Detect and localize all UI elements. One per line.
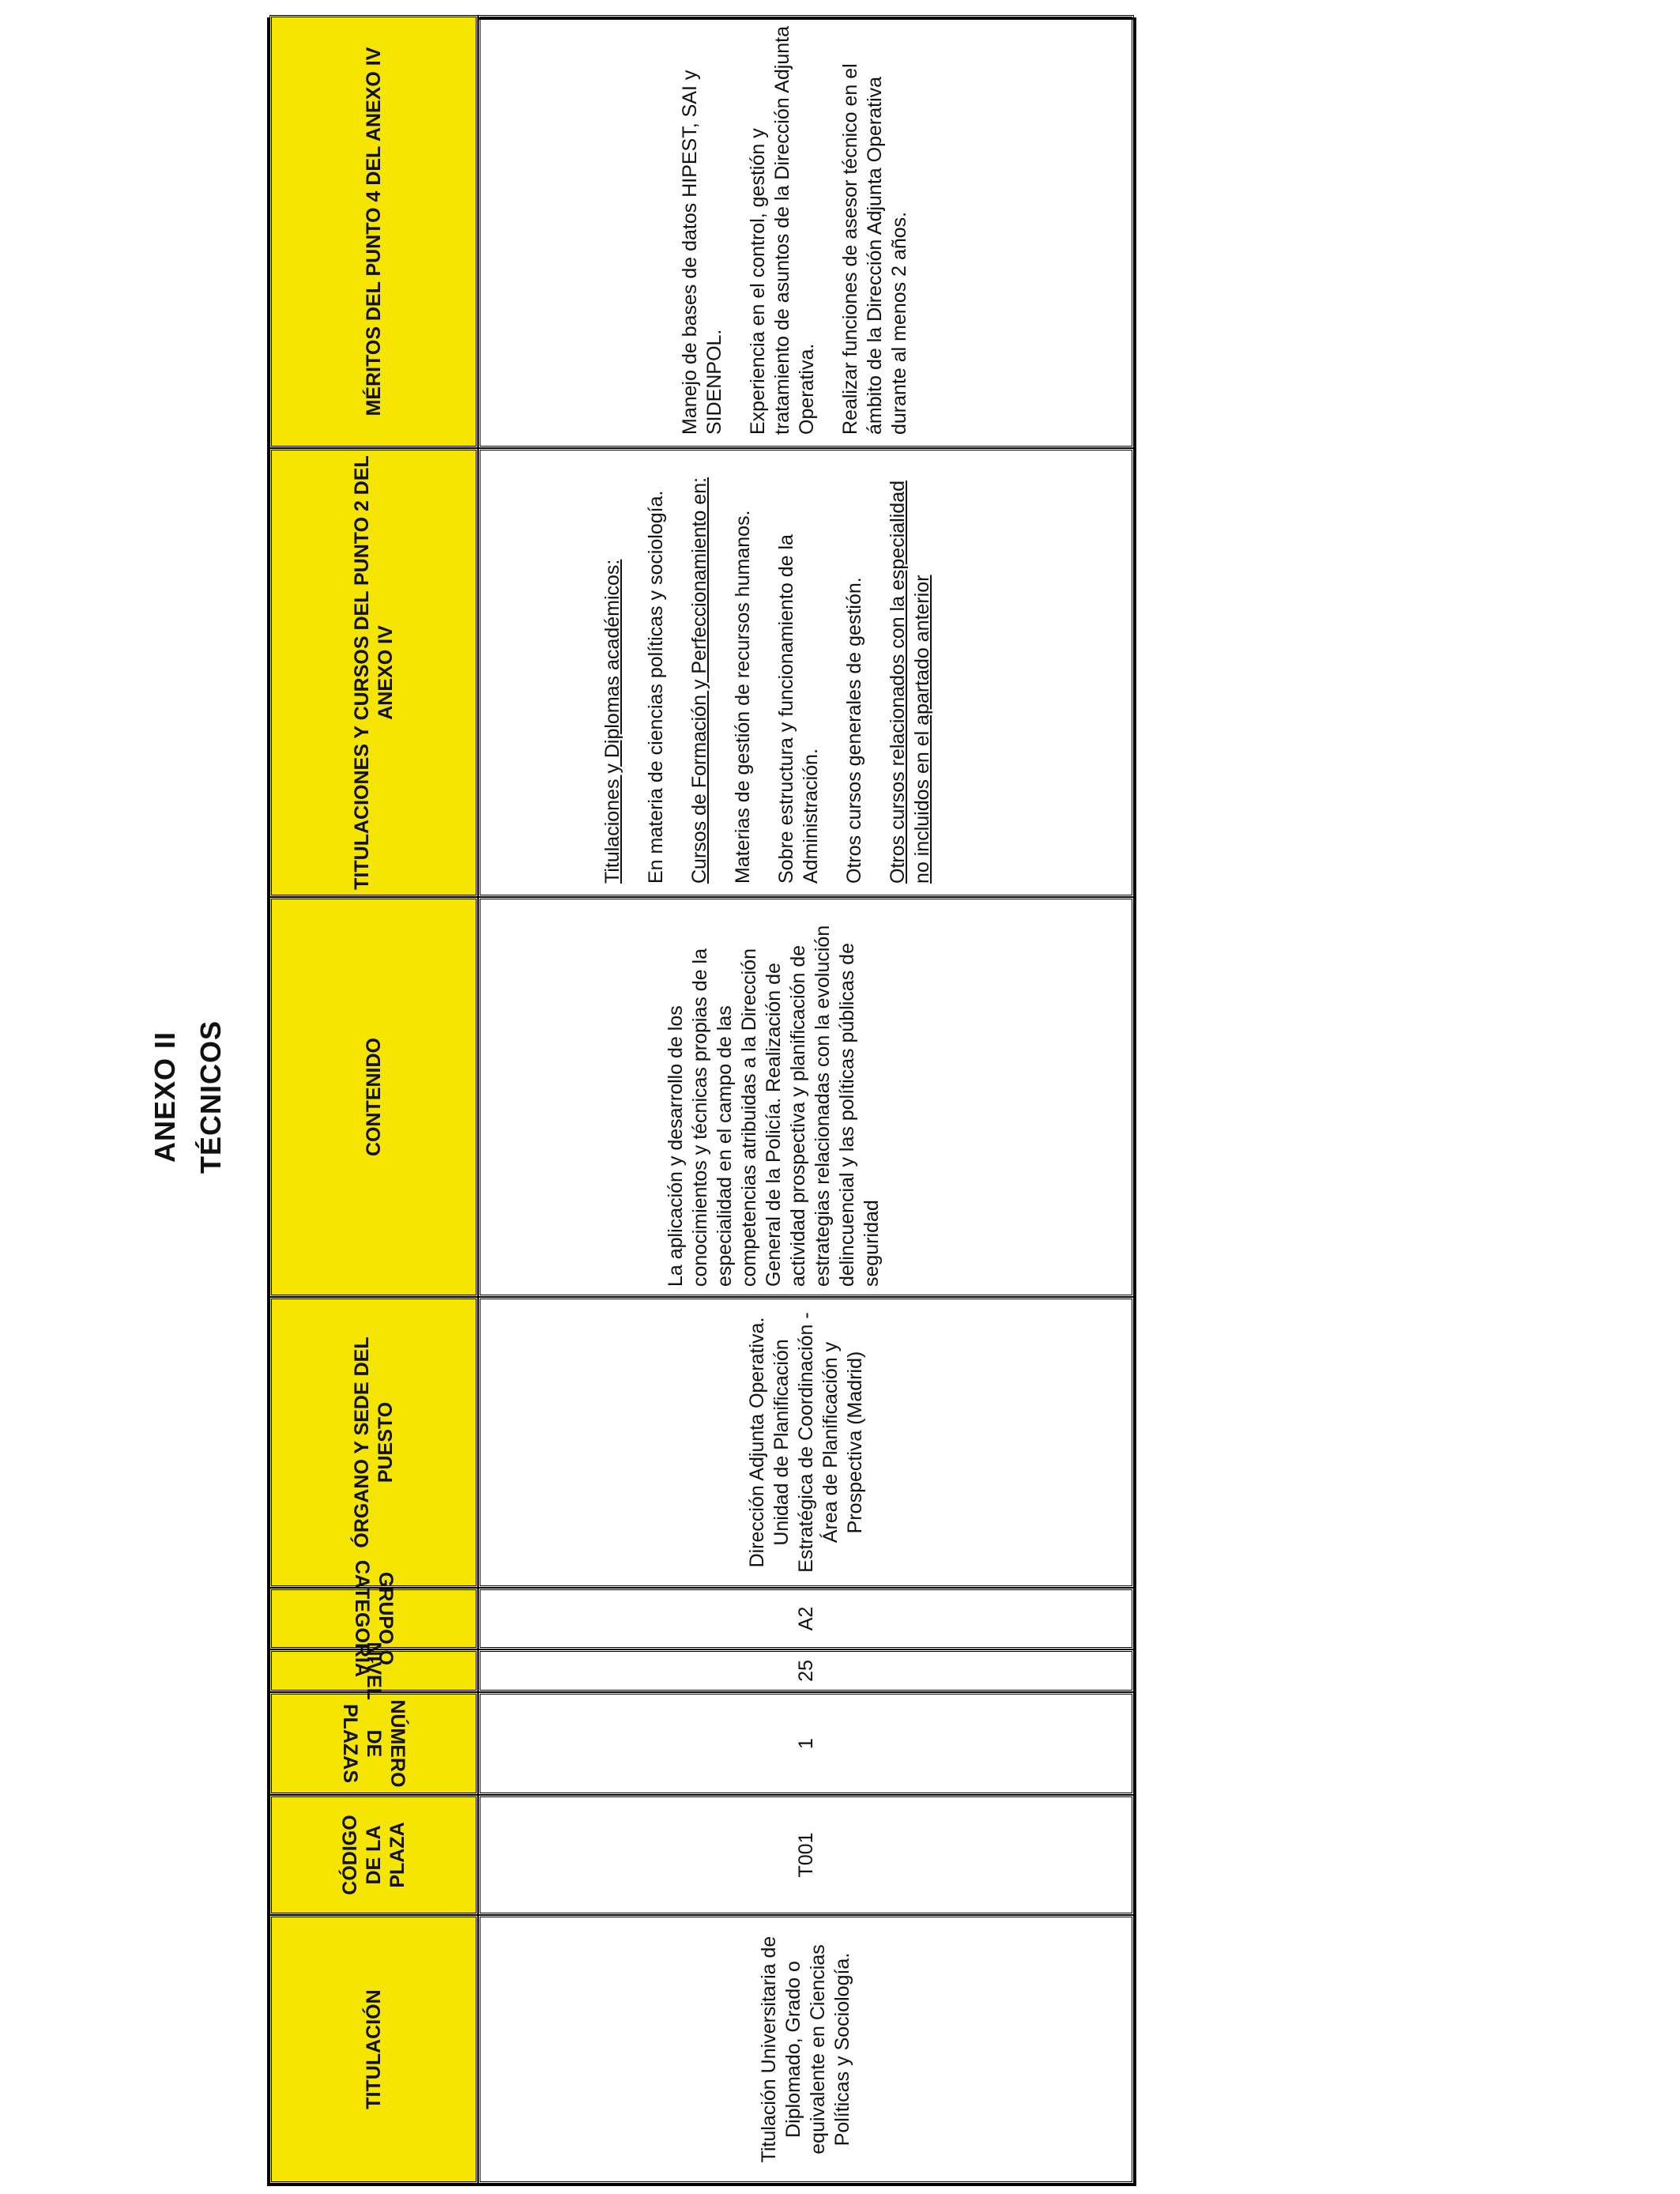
- courses-heading: Cursos de Formación y Perfeccionamiento en:: [688, 477, 710, 884]
- header-organo: ÓRGANO Y SEDE DEL PUESTO: [269, 1297, 478, 1588]
- annex-title: ANEXO II: [149, 1031, 181, 1163]
- annex-category: TÉCNICOS: [194, 1020, 227, 1174]
- course-item-3: Otros cursos generales de gestión.: [843, 577, 865, 884]
- academic-heading: Titulaciones y Diplomas académicos:: [601, 559, 623, 884]
- header-meritos: MÉRITOS DEL PUNTO 4 DEL ANEXO IV: [269, 15, 478, 448]
- header-titulacion: TITULACIÓN: [269, 1915, 478, 2184]
- header-nivel-label: NIVEL: [363, 1642, 385, 1700]
- header-contenido: CONTENIDO: [269, 897, 478, 1297]
- academic-item: En materia de ciencias políticas y sociología.: [645, 490, 667, 884]
- cell-titulacion: Titulación Universitaria de Diplomado, Grado o equivalente en Ciencias Políticas y Sociología.: [478, 1915, 1134, 2184]
- cell-codigo: T001: [478, 1795, 1134, 1915]
- header-numero: [269, 1692, 478, 1795]
- course-item-1: Materias de gestión de recursos humanos.: [732, 510, 754, 884]
- merit-item-1: Manejo de bases de datos HIPEST, SAI y SIDENPOL.: [679, 70, 725, 435]
- header-grupo-label: GRUPO O CATEGORÍA: [351, 1559, 397, 1678]
- merit-item-3: Realizar funciones de asesor técnico en el ámbito de la Dirección Adjunta Operativa durante al menos 2 años.: [839, 63, 910, 435]
- header-titulaciones-cursos: TITULACIONES Y CURSOS DEL PUNTO 2 DEL ANEXO IV: [269, 448, 478, 897]
- cell-nivel: 25: [478, 1649, 1134, 1692]
- cell-contenido: La aplicación y desarrollo de los conocimientos y técnicas propias de la especialidad en el campo de las competencias atribuidas a la Dirección General de la Policía. Realización de actividad prospectiva y planificación de estrategias relacionadas con la evolución delincuencial y las políticas públicas de seguridad: [478, 897, 1134, 1297]
- cell-titulaciones: [478, 448, 1134, 897]
- cell-meritos: [478, 15, 1134, 448]
- cell-numero: 1: [478, 1692, 1134, 1795]
- cell-grupo: A2: [478, 1588, 1134, 1649]
- cell-organo: Dirección Adjunta Operativa. Unidad de Planificación Estratégica de Coordinación - Área de Planificación y Prospectiva (Madrid): [478, 1297, 1134, 1588]
- other-courses: Otros cursos relacionados con la especialidad no incluidos en el apartado anterior: [887, 481, 933, 884]
- page-title-block: [142, 0, 234, 2194]
- merit-item-2: Experiencia en el control, gestión y tratamiento de asuntos de la Dirección Adjunta Operativa.: [747, 26, 818, 435]
- header-codigo: CÓDIGO DE LA PLAZA: [269, 1795, 478, 1915]
- positions-table: [267, 17, 1136, 2186]
- course-item-2: Sobre estructura y funcionamiento de la Administración.: [775, 534, 822, 884]
- header-numero-label: NÚMERO DE PLAZAS: [339, 1699, 409, 1788]
